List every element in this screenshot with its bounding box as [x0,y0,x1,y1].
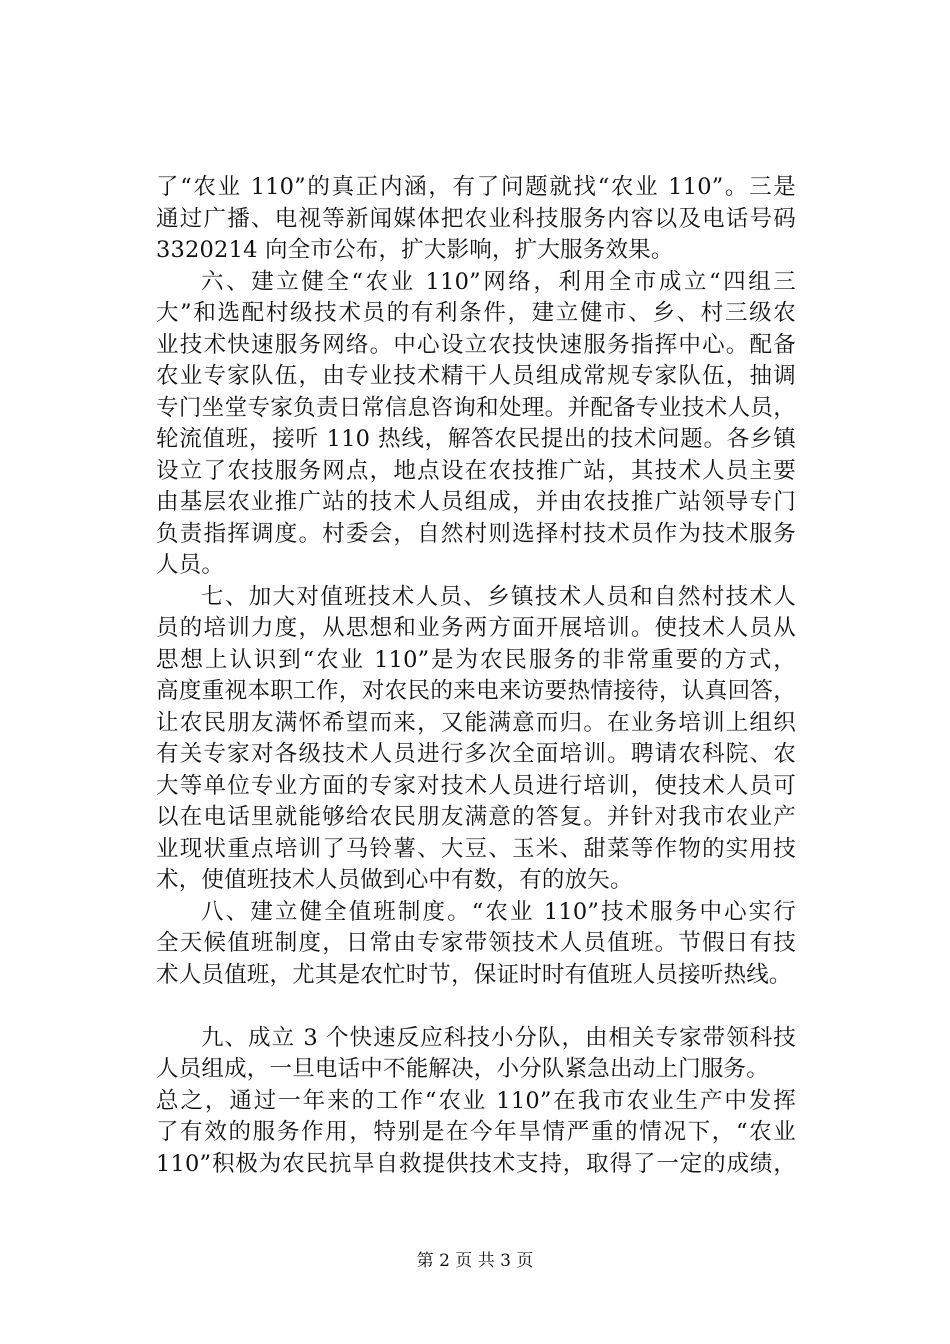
text-line: 设立了农技服务网点，地点设在农技推广站，其技术人员主要 [156,457,796,484]
text-line: 大”和选配村级技术员的有利条件，建立健市、乡、村三级农 [156,300,796,326]
text-line: 由基层农业推广站的技术人员组成，并由农技推广站领导专门 [156,489,796,515]
page-number-footer: 第 2 页 共 3 页 [416,1251,534,1271]
text-line: 人员组成，一旦电话中不能解决，小分队紧急出动上门服务。 [156,1056,769,1082]
text-line: 110”积极为农民抗旱自救提供技术支持，取得了一定的成绩， [156,1150,796,1177]
paragraph-eight-start: 八、建立健全值班制度。“农业 110”技术服务中心实行 [201,898,796,925]
text-line: 负责指挥调度。村委会，自然村则选择村技术员作为技术服务 [156,520,796,547]
text-line: 有关专家对各级技术人员进行多次全面培训。聘请农科院、农 [156,741,796,767]
paragraph-gap [156,991,796,1023]
text-line: 农业专家队伍，由专业技术精干人员组成常规专家队伍，抽调 [156,363,796,389]
text-line: 人员。 [156,552,225,578]
text-line: 业技术快速服务网络。中心设立农技快速服务指挥中心。配备 [156,331,796,358]
text-line: 专门坐堂专家负责日常信息咨询和处理。并配备专业技术人员， [156,394,796,421]
document-body [156,172,796,1180]
paragraph-summary-start: 总之，通过一年来的工作“农业 110”在我市农业生产中发挥 [156,1087,796,1114]
text-line: 术人员值班，尤其是农忙时节，保证时时有值班人员接听热线。 [156,961,792,988]
text-line: 业现状重点培训了马铃薯、大豆、玉米、甜菜等作物的实用技 [156,835,796,862]
text-line: 通过广播、电视等新闻媒体把农业科技服务内容以及电话号码 [156,205,796,232]
text-line: 轮流值班，接听 110 热线，解答农民提出的技术问题。各乡镇 [156,426,796,452]
text-line: 术，使值班技术人员做到心中有数，有的放矢。 [156,867,633,893]
text-line: 了“农业 110”的真正内涵，有了问题就找“农业 110”。三是 [156,174,796,200]
text-line: 思想上认识到“农业 110”是为农民服务的非常重要的方式， [156,646,796,673]
paragraph-six-start: 六、建立健全“农业 110”网络，利用全市成立“四组三 [201,268,796,295]
text-line: 以在电话里就能够给农民朋友满意的答复。并针对我市农业产 [156,804,796,830]
text-line: 全天候值班制度，日常由专家带领技术人员值班。节假日有技 [156,930,796,956]
text-line: 员的培训力度，从思想和业务两方面开展培训。使技术人员从 [156,615,796,641]
paragraph-nine-start: 九、成立 3 个快速反应科技小分队，由相关专家带领科技 [201,1024,796,1051]
text-line: 了有效的服务作用，特别是在今年旱情严重的情况下，“农业 [156,1119,796,1145]
text-line: 大等单位专业方面的专家对技术人员进行培训，使技术人员可 [156,772,796,799]
text-line: 高度重视本职工作，对农民的来电来访要热情接待，认真回答， [156,678,796,704]
text-line: 让农民朋友满怀希望而来，又能满意而归。在业务培训上组织 [156,709,796,736]
text-line: 3320214 向全市公布，扩大影响，扩大服务效果。 [156,237,674,263]
paragraph-seven-start: 七、加大对值班技术人员、乡镇技术人员和自然村技术人 [201,583,796,610]
